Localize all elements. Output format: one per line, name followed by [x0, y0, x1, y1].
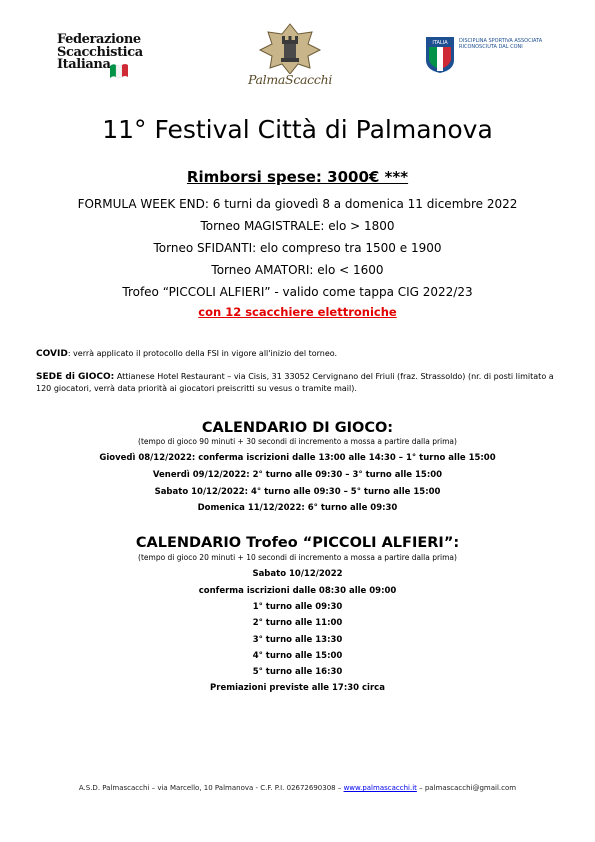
trofeo-title: CALENDARIO Trofeo “PICCOLI ALFIERI”: — [135, 535, 460, 551]
italia-shield-label: ITALIA — [432, 40, 448, 46]
calendario-row: Giovedì 08/12/2022: conferma iscrizioni dalle 13:00 alle 14:30 – 1° turno alle 15:00 — [99, 453, 496, 463]
torneo-sfidanti-line: Torneo SFIDANTI: elo compreso tra 1500 e 1900 — [153, 241, 442, 255]
trofeo-row: 2° turno alle 11:00 — [252, 618, 343, 628]
trofeo-row: conferma iscrizioni dalle 08:30 alle 09:00 — [198, 586, 397, 596]
coni-logo — [425, 36, 545, 76]
palmascacchi-logo — [240, 22, 340, 92]
covid-text: : verrà applicato il protocollo della FSI in vigore all'inizio del torneo. — [67, 349, 338, 358]
fsi-logo — [57, 32, 143, 82]
calendario-row: Domenica 11/12/2022: 6° turno alle 09:30 — [197, 503, 398, 513]
trofeo-line: Trofeo “PICCOLI ALFIERI” - valido come tappa CIG 2022/23 — [122, 285, 473, 299]
sede-text: Attianese Hotel Restaurant – via Cisis, 31 33052 Cervignano del Friuli (fraz. Strassoldo) (nr. di posti limitato a 120 giocatori, verrà data priorità ai giocatori preiscritti su vesus o tramite mail). — [36, 372, 554, 393]
fsi-logo-line3: Italiana — [57, 57, 111, 72]
trofeo-subtitle: (tempo di gioco 20 minuti + 10 secondi di incremento a mossa a partire dalla prima) — [138, 553, 457, 562]
calendario-title: CALENDARIO DI GIOCO: — [201, 420, 394, 436]
fsi-logo-line2: Scacchistica — [57, 44, 143, 60]
trofeo-row: 1° turno alle 09:30 — [252, 602, 343, 612]
palmascacchi-logo-text: PalmaScacchi — [247, 72, 333, 87]
trofeo-row: 3° turno alle 13:30 — [252, 635, 343, 645]
fsi-logo-line1: Federazione — [57, 32, 141, 47]
trofeo-row: 5° turno alle 16:30 — [252, 667, 343, 677]
sede-note — [36, 371, 560, 395]
footer — [0, 784, 595, 792]
italia-shield-icon — [425, 36, 455, 74]
trofeo-row: 4° turno alle 15:00 — [252, 651, 343, 661]
trofeo-row: Sabato 10/12/2022 — [252, 569, 343, 579]
coni-logo-text: DISCIPLINA SPORTIVA ASSOCIATA RICONOSCIUTA DAL CONI — [459, 38, 543, 50]
page-title: 11° Festival Città di Palmanova — [102, 115, 493, 144]
torneo-magistrale-line: Torneo MAGISTRALE: elo > 1800 — [200, 219, 395, 233]
trofeo-row: Premiazioni previste alle 17:30 circa — [210, 683, 385, 693]
footer-email: – palmascacchi@gmail.com — [416, 784, 517, 792]
calendario-row: Sabato 10/12/2022: 4° turno alle 09:30 – 5° turno alle 15:00 — [154, 487, 441, 497]
calendario-row: Venerdì 09/12/2022: 2° turno alle 09:30 – 3° turno alle 15:00 — [152, 470, 443, 480]
torneo-amatori-line: Torneo AMATORI: elo < 1600 — [211, 263, 384, 277]
sede-label: SEDE di GIOCO: — [36, 372, 115, 382]
chess-rook-emblem-icon — [240, 22, 340, 74]
website-link[interactable]: www.palmascacchi.it — [343, 784, 417, 792]
formula-line: FORMULA WEEK END: 6 turni da giovedì 8 a domenica 11 dicembre 2022 — [77, 197, 518, 211]
covid-note — [36, 348, 560, 360]
calendario-subtitle: (tempo di gioco 90 minuti + 30 secondi di incremento a mossa a partire dalla prima) — [138, 437, 457, 446]
footer-address: A.S.D. Palmascacchi – via Marcello, 10 Palmanova - C.F. P.I. 02672690308 – — [78, 784, 344, 792]
italian-flag-icon — [109, 62, 129, 79]
covid-label: COVID — [36, 349, 68, 359]
scacchiere-elettroniche-highlight: con 12 scacchiere elettroniche — [198, 305, 397, 319]
rimborsi-heading: Rimborsi spese: 3000€ *** — [186, 168, 409, 186]
